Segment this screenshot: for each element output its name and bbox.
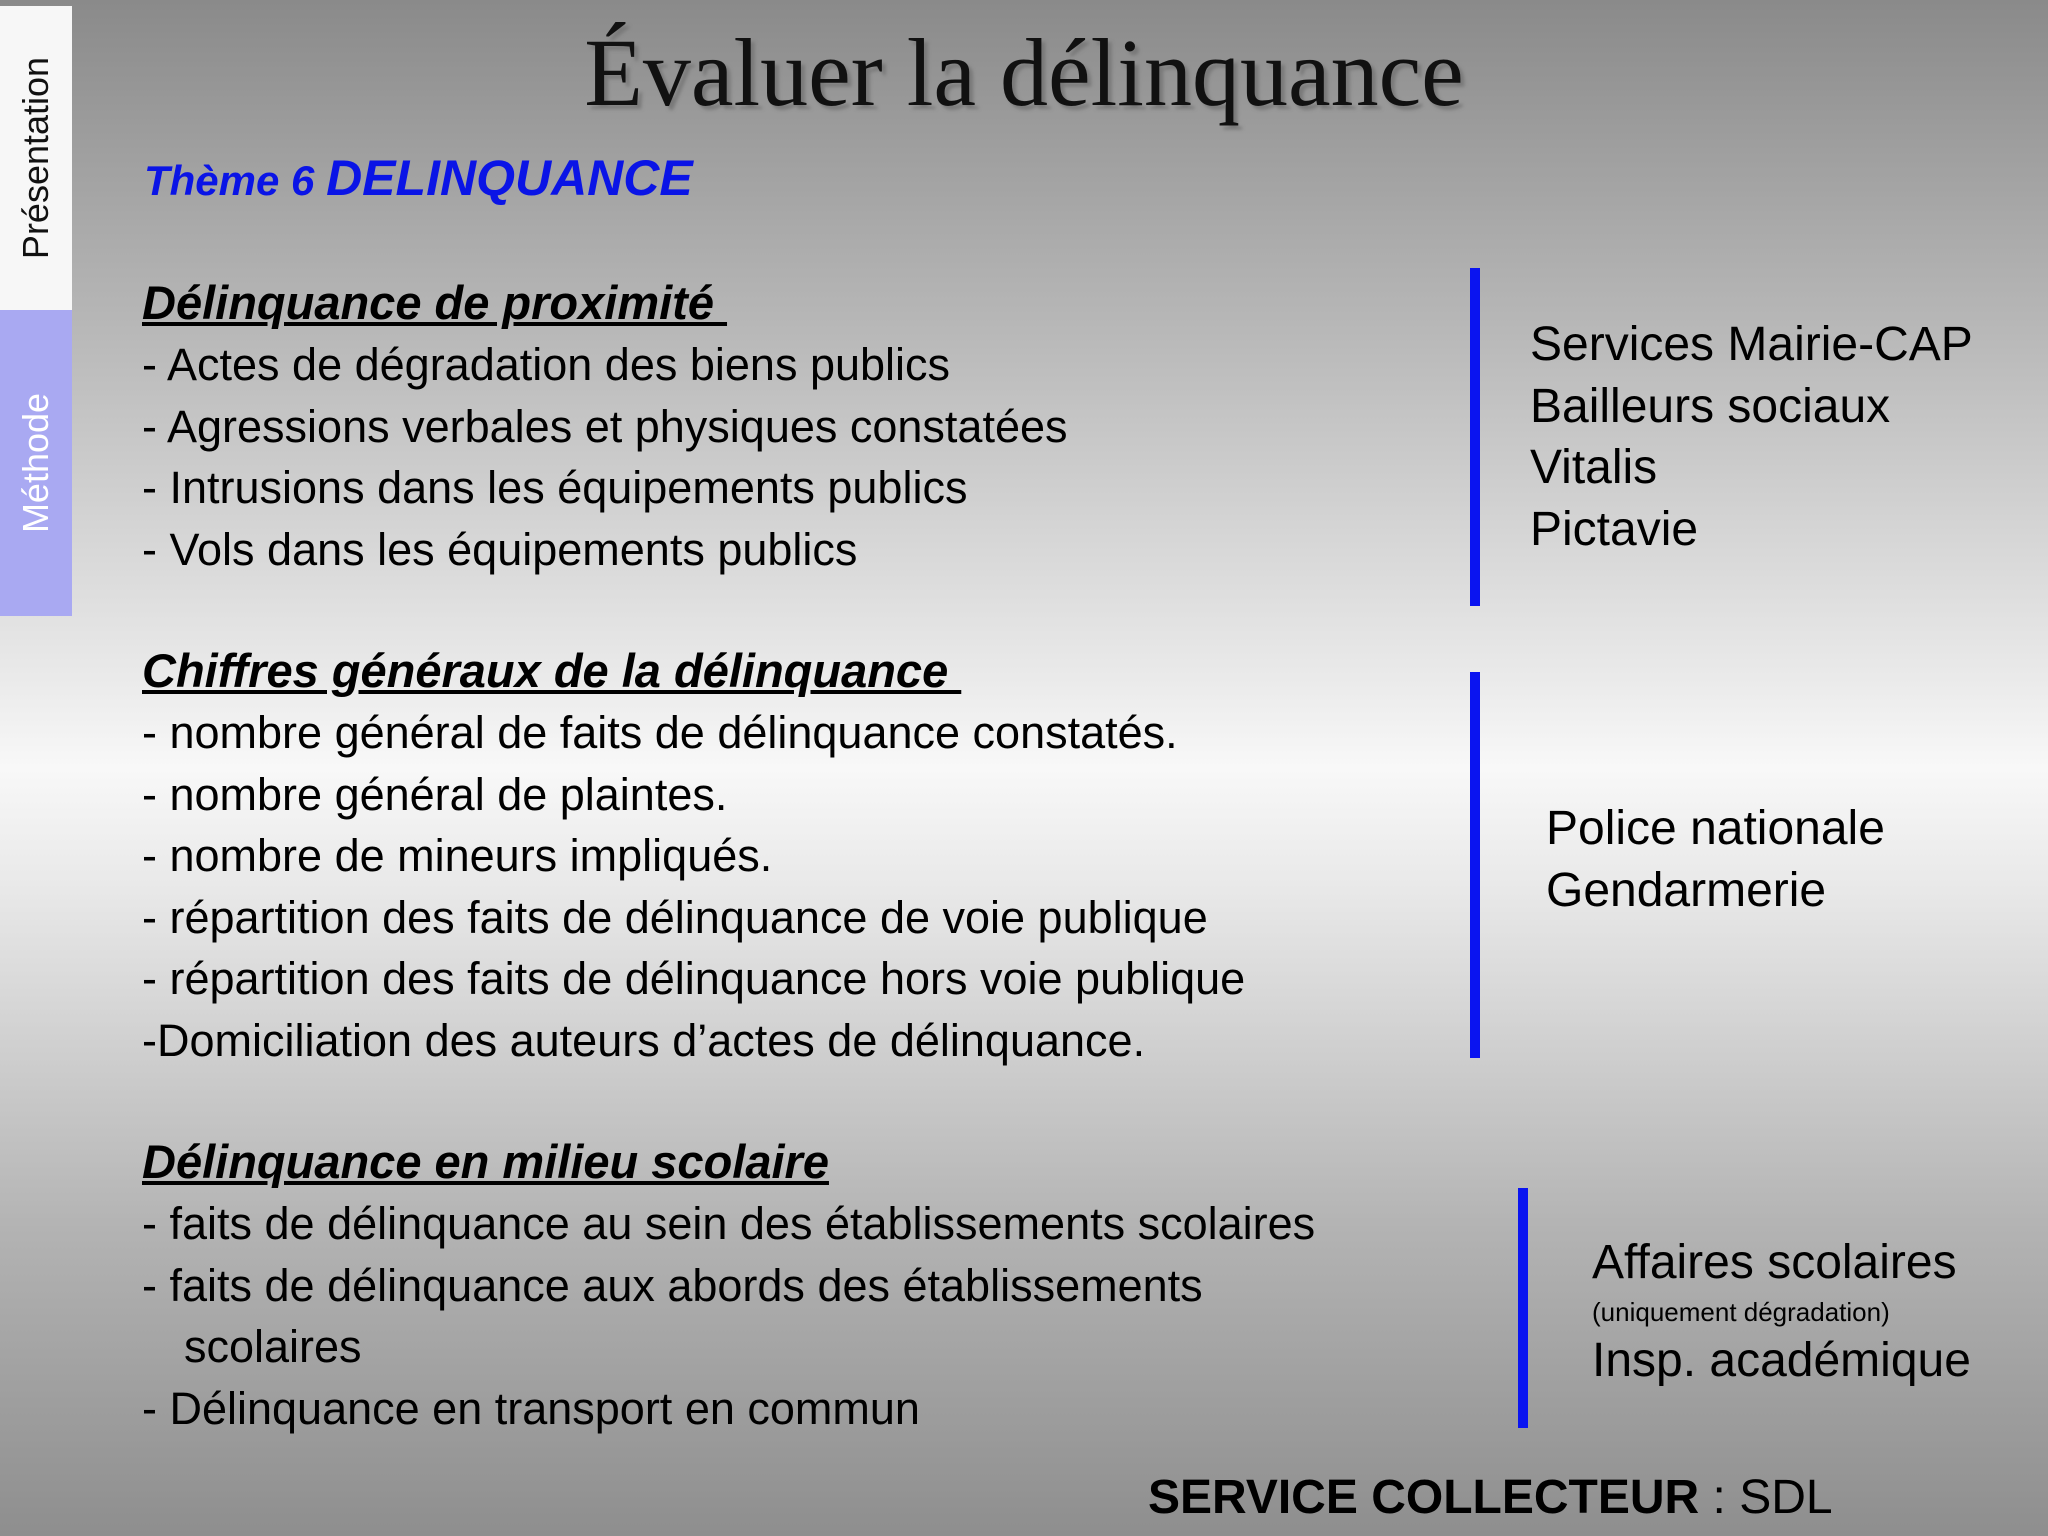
list-item: - nombre de mineurs impliqués. [142, 830, 773, 881]
list-item: - faits de délinquance aux abords des établissements [142, 1259, 1203, 1311]
source-item: Gendarmerie [1546, 863, 1827, 917]
source-item: Vitalis [1530, 441, 1658, 494]
list-item: - Délinquance en transport en commun [142, 1382, 920, 1434]
source-item: Insp. académique [1592, 1333, 1971, 1387]
list-item: - Agressions verbales et physiques constatées [142, 400, 1068, 452]
divider-bar [1470, 672, 1480, 1058]
collector-value: : SDL [1699, 1471, 1833, 1524]
list-item: - Vols dans les équipements publics [142, 523, 858, 575]
source-item: Pictavie [1530, 502, 1699, 556]
divider-bar [1470, 268, 1480, 606]
divider-bar [1518, 1188, 1528, 1428]
list-item: scolaires [184, 1321, 362, 1372]
section-title: Chiffres généraux de la délinquance [142, 644, 962, 697]
page-title: Évaluer la délinquance [584, 19, 1464, 126]
sources-proximite [1530, 314, 1973, 560]
tab-methode[interactable] [0, 310, 72, 616]
collector-label: SERVICE COLLECTEUR [1148, 1471, 1700, 1524]
theme-name: DELINQUANCE [326, 150, 693, 206]
sources-scolaire [1592, 1232, 1971, 1391]
list-item: -Domiciliation des auteurs d’actes de délinquance. [142, 1014, 1146, 1066]
section-title: Délinquance de proximité [142, 276, 728, 329]
list-item: - nombre général de plaintes. [142, 768, 728, 820]
source-item: Services Mairie-CAP [1530, 318, 1973, 371]
list-item: - Intrusions dans les équipements publics [142, 462, 968, 513]
tab-presentation-label: Présentation [15, 56, 57, 260]
tab-methode-label: Méthode [15, 392, 57, 534]
theme-prefix: Thème 6 [144, 157, 315, 204]
sources-chiffres [1546, 798, 1885, 921]
source-note: (uniquement dégradation) [1592, 1296, 1890, 1327]
list-item: - répartition des faits de délinquance de voie publique [142, 891, 1208, 943]
section-proximite [142, 272, 1068, 580]
list-item: - faits de délinquance au sein des établissements scolaires [142, 1198, 1316, 1249]
section-chiffres [142, 640, 1245, 1071]
list-item: - nombre général de faits de délinquance constatés. [142, 707, 1178, 758]
list-item: - répartition des faits de délinquance hors voie publique [142, 953, 1246, 1004]
list-item: - Actes de dégradation des biens publics [142, 339, 951, 390]
source-item: Affaires scolaires [1592, 1236, 1957, 1289]
section-scolaire [142, 1131, 1315, 1439]
theme-heading [144, 148, 693, 211]
source-item: Police nationale [1546, 802, 1885, 855]
service-collecteur [1148, 1466, 1833, 1530]
section-title: Délinquance en milieu scolaire [142, 1135, 829, 1188]
source-item: Bailleurs sociaux [1530, 379, 1891, 433]
